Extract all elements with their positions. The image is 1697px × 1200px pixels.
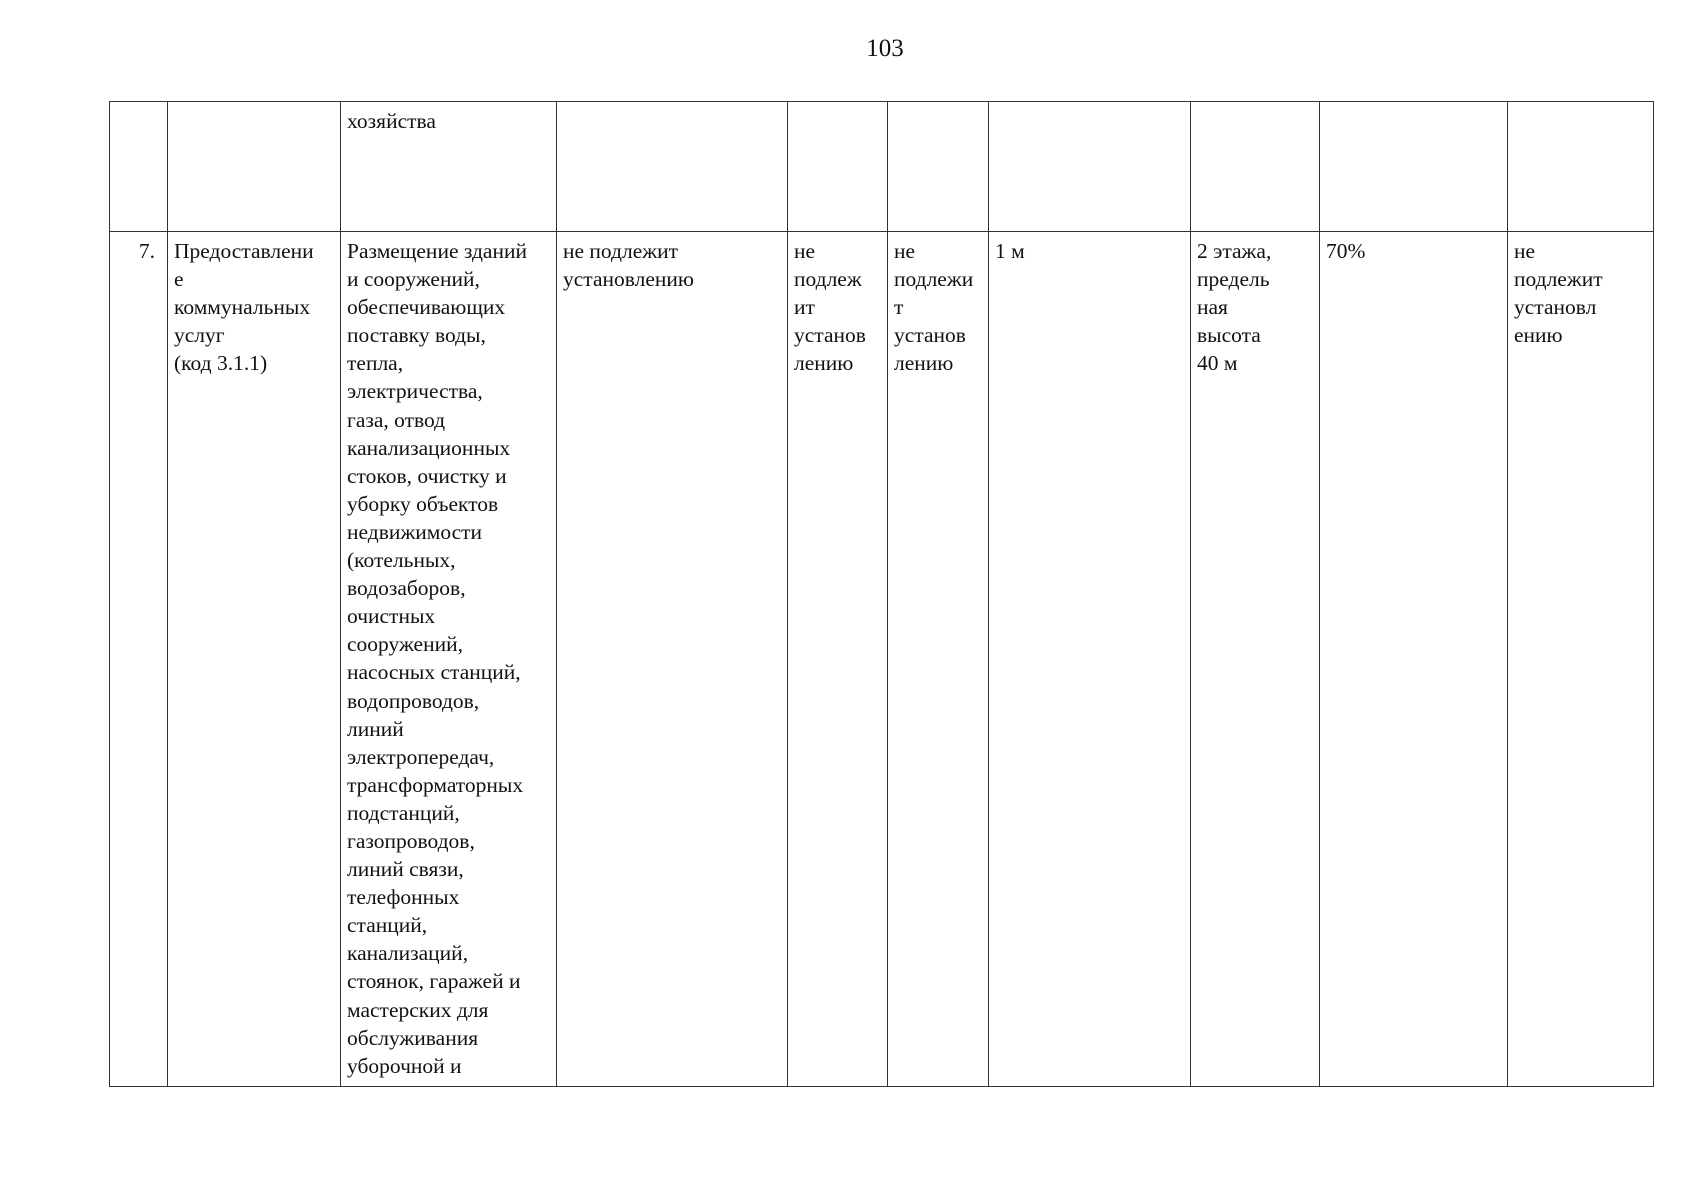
table-cell: не подлеж ит установ лению [788, 232, 888, 1087]
table-cell [888, 102, 989, 232]
use-type-cell: Предоставлени е коммунальных услуг (код 3.1.1) [168, 232, 341, 1087]
coverage-cell: 70% [1320, 232, 1508, 1087]
table-cell [788, 102, 888, 232]
row-number-cell: 7. [110, 232, 168, 1087]
regulations-table [109, 101, 1654, 1087]
table-cell [989, 102, 1191, 232]
table-row [110, 102, 1654, 232]
table-cell: не подлежи т установ лению [888, 232, 989, 1087]
setback-cell: 1 м [989, 232, 1191, 1087]
table-cell [110, 102, 168, 232]
table-cell [168, 102, 341, 232]
height-cell: 2 этажа, предель ная высота 40 м [1191, 232, 1320, 1087]
use-description-cell: Размещение зданий и сооружений, обеспечивающих поставку воды, тепла, электричества, газа, отвод канализационных стоков, очистку и уборку объектов недвижимости (котельных, водозаборов, очистных сооружений, насосных станций, водопроводов, линий электропередач, трансформаторных подстанций, газопроводов, линий связи, телефонных станций, канализаций, стоянок, гаражей и мастерских для обслуживания уборочной и [341, 232, 557, 1087]
table-row [110, 232, 1654, 1087]
table-cell: не подлежит установлению [557, 232, 788, 1087]
table-cell: не подлежит установл ению [1508, 232, 1654, 1087]
table-cell [557, 102, 788, 232]
page-number: 103 [866, 35, 904, 62]
table-cell: хозяйства [341, 102, 557, 232]
table-cell [1320, 102, 1508, 232]
table-cell [1508, 102, 1654, 232]
table-cell [1191, 102, 1320, 232]
